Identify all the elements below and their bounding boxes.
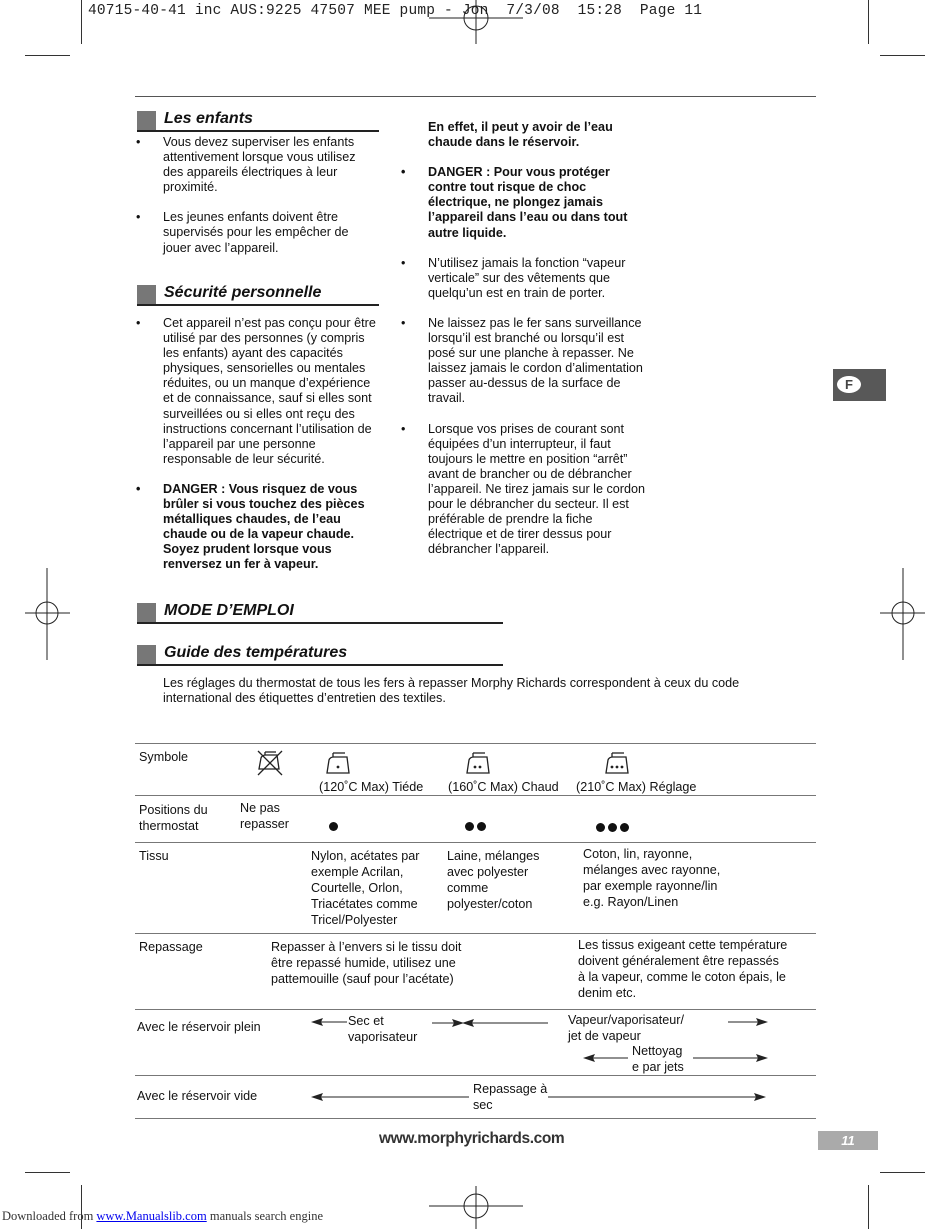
thermostat-dot	[596, 823, 605, 832]
tissu-160: Laine, mélanges avec polyester comme polyester/coton	[447, 849, 540, 911]
heading-square	[137, 645, 156, 664]
arrow-left-icon	[583, 1052, 628, 1064]
registration-mark-top	[429, 0, 523, 45]
heading-underline	[137, 622, 503, 624]
thermostat-dot	[620, 823, 629, 832]
language-tab-label: F	[837, 376, 861, 393]
heading-square	[137, 111, 156, 130]
registration-mark-bottom	[429, 1186, 523, 1229]
manualslib-link[interactable]: www.Manualslib.com	[96, 1209, 207, 1223]
table-rule	[135, 1075, 816, 1076]
heading-square	[137, 603, 156, 622]
thermostat-dot	[329, 822, 338, 831]
heading-text: MODE D’EMPLOI	[164, 602, 294, 619]
ne-pas-repasser: Ne pas repasser	[240, 801, 289, 831]
website-url: www.morphyrichards.com	[379, 1130, 565, 1147]
list-item-danger: • DANGER : Pour vous protéger contre tout risque de choc électrique, ne plongez jamais l’appareil dans l’eau ou dans tout autre liquide.	[401, 165, 628, 240]
crop-mark	[81, 0, 82, 44]
section-heading-guide	[137, 644, 503, 664]
tissu-210: Coton, lin, rayonne, mélanges avec rayonne, par exemple rayonne/lin e.g. Rayon/Linen	[583, 847, 721, 909]
arrow-right-icon	[728, 1016, 768, 1028]
row-label-reservoir-vide: Avec le réservoir vide	[137, 1089, 258, 1103]
list-item-danger: • DANGER : Vous risquez de vous brûler si vous touchez des pièces métalliques chaudes, de l’eau chaude ou de la vapeur chaude. Soyez prudent lorsque vous renversez un fer à vapeur.	[136, 481, 365, 572]
list-item: • Cet appareil n’est pas conçu pour être utilisé par des personnes (y compris les enfants) ayant des capacités physiques, sensorielles ou mentales réduites, ou un manque d’expérience et de connaissance, sauf si elles sont surveillées ou si elles ont reçu des instructions concernant l’utilisation de l’appareil par une personne responsable de leur sécurité.	[136, 316, 376, 466]
footer-prefix: Downloaded from	[2, 1209, 97, 1223]
list-item: • Ne laissez pas le fer sans surveillance lorsqu’il est branché ou lorsqu’il est posé sur une planche à repasser. Ne laissez jamais le cordon d’alimentation passer au-dessus de la surface de travail.	[401, 315, 643, 406]
print-header: 40715-40-41 inc AUS:9225 47507 MEE pump - Jon 7/3/08 15:28 Page 11	[88, 3, 703, 19]
row-label-repassage: Repassage	[139, 940, 203, 954]
list-item: • Les jeunes enfants doivent être supervisés pour les empêcher de jouer avec l’appareil.	[136, 210, 349, 255]
thermostat-dot	[477, 822, 486, 831]
arrow-left-icon	[311, 1091, 469, 1103]
guide-intro: Les réglages du thermostat de tous les fers à repasser Morphy Richards correspondent à ceux du code international des étiquettes d’entretien des textiles.	[163, 676, 740, 706]
list-item: • Vous devez superviser les enfants attentivement lorsque vous utilisez des appareils électriques à leur proximité.	[136, 135, 356, 195]
list-item: • N’utilisez jamais la fonction “vapeur verticale” sur des vêtements que quelqu’un est en train de porter.	[401, 255, 626, 300]
do-not-iron-icon	[256, 749, 284, 777]
symbol-label-160: (160˚C Max) Chaud	[448, 780, 559, 794]
download-footer	[2, 1209, 323, 1224]
row-label-symbole: Symbole	[139, 750, 188, 764]
crop-mark	[868, 0, 869, 44]
nettoyage-jets: Nettoyag e par jets	[632, 1044, 684, 1074]
language-tab	[833, 369, 886, 401]
crop-mark	[25, 1172, 70, 1173]
heading-text: Les enfants	[164, 110, 253, 127]
repassage-right: Les tissus exigeant cette température doivent généralement être repassés à la vapeur, comme le coton épais, le denim etc.	[578, 938, 788, 1000]
table-rule	[135, 842, 816, 843]
table-rule	[135, 743, 816, 744]
registration-mark-left	[25, 568, 70, 660]
heading-square	[137, 285, 156, 304]
arrow-left-icon	[311, 1016, 347, 1028]
symbol-label-210: (210˚C Max) Réglage	[576, 780, 697, 794]
page-number: 11	[818, 1131, 878, 1150]
heading-text: Guide des températures	[164, 644, 348, 661]
heading-underline	[137, 130, 379, 132]
enfants-text	[136, 135, 378, 271]
heading-text: Sécurité personnelle	[164, 284, 322, 301]
crop-mark	[25, 55, 70, 56]
row-label-tissu: Tissu	[139, 849, 169, 863]
tissu-120: Nylon, acétates par exemple Acrilan, Courtelle, Orlon, Triacétates comme Tricel/Polyester	[311, 849, 420, 927]
section-heading-mode-emploi	[137, 602, 503, 622]
table-rule	[135, 933, 816, 934]
footer-suffix: manuals search engine	[206, 1209, 323, 1223]
heading-underline	[137, 304, 379, 306]
repassage-left: Repasser à l’envers si le tissu doit être repassé humide, utilisez une pattemouille (sauf pour l’acétate)	[271, 940, 462, 986]
vapeur-jet: Vapeur/vaporisateur/ jet de vapeur	[568, 1013, 684, 1043]
row-label-positions: Positions du thermostat	[139, 803, 208, 833]
iron-one-dot-icon	[325, 750, 351, 776]
iron-two-dots-icon	[465, 750, 491, 776]
crop-mark	[868, 1185, 869, 1229]
iron-three-dots-icon	[604, 750, 630, 776]
securite-text	[136, 316, 380, 588]
symbol-label-120: (120˚C Max) Tiéde	[319, 780, 424, 794]
row-label-reservoir-plein: Avec le réservoir plein	[137, 1020, 261, 1034]
crop-mark	[880, 55, 925, 56]
arrow-left-icon	[462, 1017, 548, 1029]
right-column-text	[401, 120, 646, 572]
table-rule	[135, 1118, 816, 1119]
heading-underline	[137, 664, 503, 666]
arrow-right-icon	[432, 1017, 464, 1029]
thermostat-dot	[465, 822, 474, 831]
thermostat-dot	[608, 823, 617, 832]
arrow-right-icon	[548, 1091, 766, 1103]
top-rule	[135, 96, 816, 97]
sec-vaporisateur: Sec et vaporisateur	[348, 1014, 418, 1044]
list-item: • Lorsque vos prises de courant sont équipées d’un interrupteur, il faut toujours le mettre en position “arrêt” avant de brancher ou de débrancher l’appareil. Ne tirez jamais sur le cordon pour le débrancher du secteur. Il est préférable de prendre la fiche électrique et de tirer dessus pour débrancher l’appareil.	[401, 421, 645, 557]
arrow-right-icon	[693, 1052, 768, 1064]
crop-mark	[880, 1172, 925, 1173]
repassage-sec: Repassage à sec	[473, 1082, 548, 1112]
table-rule	[135, 1009, 816, 1010]
section-heading-securite	[137, 284, 379, 304]
registration-mark-right	[880, 568, 925, 660]
section-heading-enfants	[137, 110, 379, 130]
intro-bold: En effet, il peut y avoir de l’eau chaude dans le réservoir.	[428, 120, 613, 150]
